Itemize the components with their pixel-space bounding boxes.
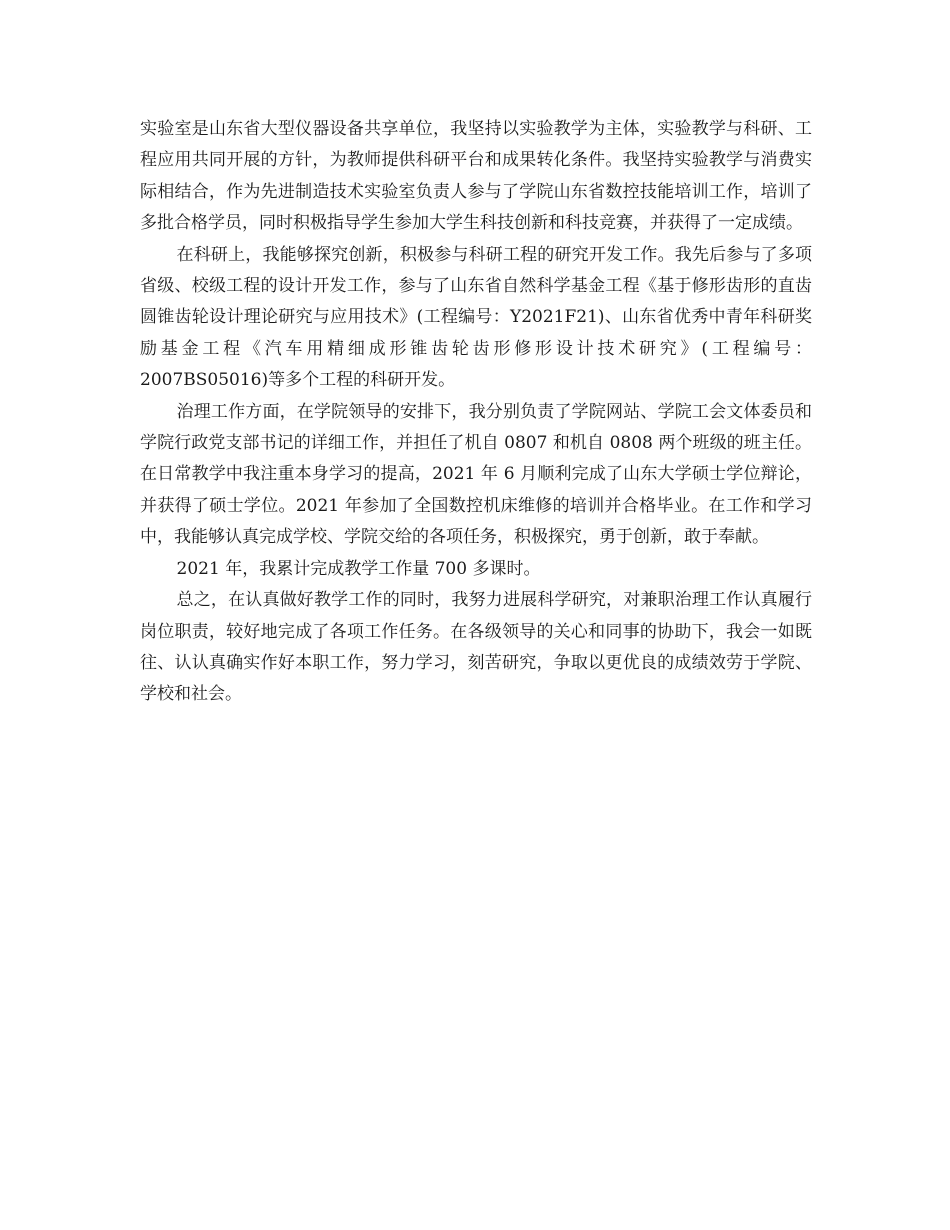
paragraph-lab-work: 实验室是山东省大型仪器设备共享单位，我坚持以实验教学为主体，实验教学与科研、工程应用共同开展的方针，为教师提供科研平台和成果转化条件。我坚持实验教学与消费实际相结合，作为先进制造技术实验室负责人参与了学院山东省数控技能培训工作，培训了多批合格学员，同时积极指导学生参加大学生科技创新和科技竞赛，并获得了一定成绩。 bbox=[140, 119, 812, 234]
document-body bbox=[140, 114, 812, 711]
paragraph-research: 在科研上，我能够探究创新，积极参与科研工程的研究开发工作。我先后参与了多项省级、校级工程的设计开发工作，参与了山东省自然科学基金工程《基于修形齿形的直齿圆锥齿轮设计理论研究与应用技术》(工程编号：Y2021F21)、山东省优秀中青年科研奖励基金工程《汽车用精细成形锥齿轮齿形修形设计技术研究》(工程编号：2007BS05016)等多个工程的科研开发。 bbox=[140, 244, 812, 391]
paragraph-conclusion: 总之，在认真做好教学工作的同时，我努力进展科学研究，对兼职治理工作认真履行岗位职责，较好地完成了各项工作任务。在各级领导的关心和同事的协助下，我会一如既往、认认真确实作好本职工作，努力学习，刻苦研究，争取以更优良的成绩效劳于学院、学校和社会。 bbox=[140, 590, 812, 705]
paragraph-teaching-hours: 2021 年，我累计完成教学工作量 700 多课时。 bbox=[176, 558, 541, 579]
paragraph-management: 治理工作方面，在学院领导的安排下，我分别负责了学院网站、学院工会文体委员和学院行政党支部书记的详细工作，并担任了机自 0807 和机自 0808 两个班级的班主任。在日常教学中我注重本身学习的提高，2021 年 6 月顺利完成了山东大学硕士学位辩论，并获得了硕士学位。2021 年参加了全国数控机床维修的培训并合格毕业。在工作和学习中，我能够认真完成学校、学院交给的各项任务，积极探究，勇于创新，敢于奉献。 bbox=[140, 401, 812, 548]
